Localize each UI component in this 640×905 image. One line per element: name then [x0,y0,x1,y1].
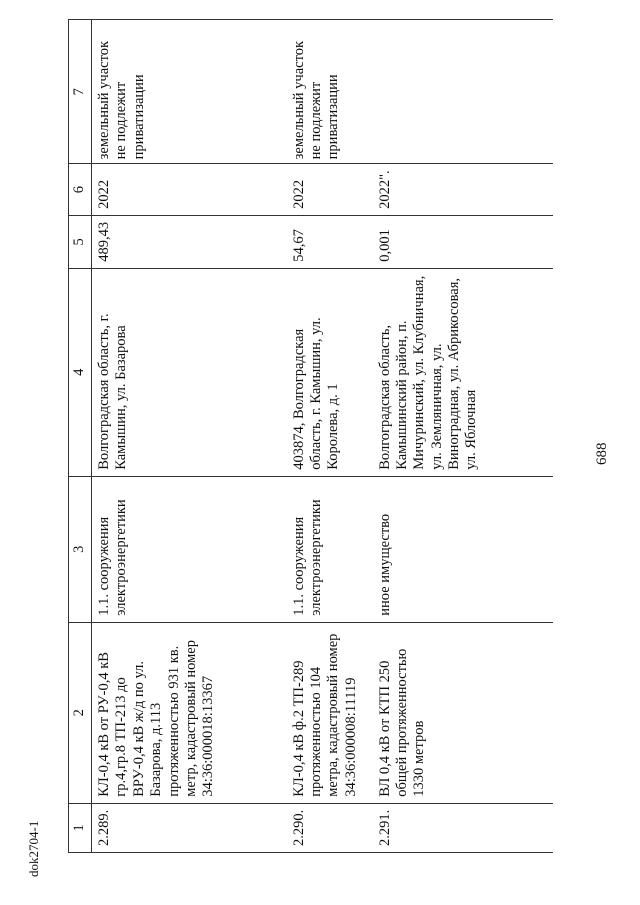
object-name: КЛ-0,4 кВ от РУ-0,4 кВ гр.4,гр.8 ТП-213 до ВРУ-0,4 кВ ж/д по ул. Базарова, д.113 протяженностью 931 кв. метр, кадастровый номер 34:36:000018:13367 [92,622,287,803]
header-cell-2: 2 [69,622,92,803]
object-name: КЛ-0,4 кВ ф.2 ТП-289 протяженностью 104 метра, кадастровый номер 34:36:000008:11119 [287,622,373,803]
row-number: 2.290. [287,803,373,852]
object-address: Волгоградская область, Камышинский район, п. Мичуринский, ул. Клубничная, ул. Земляничная, ул. Виноградная, ул. Абрикосовая, ул. Яблочная [373,268,553,476]
object-type: иное имущество [373,476,553,622]
object-year: 2022 [287,164,373,216]
header-row [69,20,92,853]
table-row [92,20,287,853]
object-address: 403874, Волгоградская область, г. Камышин, ул. Королева, д. 1 [287,268,373,476]
object-value: 54,67 [287,215,373,268]
object-year: 2022 [92,164,287,216]
row-number: 2.291. [373,803,553,852]
row-number: 2.289. [92,803,287,852]
table-row [287,20,373,853]
object-name: ВЛ 0,4 кВ от КТП 250 общей протяженностью 1330 метров [373,622,553,803]
header-cell-7: 7 [69,20,92,164]
header-cell-5: 5 [69,215,92,268]
document-id: dok2704-1 [26,820,41,877]
header-cell-6: 6 [69,164,92,216]
header-cell-1: 1 [69,803,92,852]
object-year: 2022". [373,164,553,216]
header-cell-4: 4 [69,268,92,476]
object-value: 0,001 [373,215,553,268]
object-note [373,20,553,164]
object-note: земельный участок не подлежит приватизации [92,20,287,164]
table-row [373,20,553,853]
object-type: 1.1. сооружения электроэнергетики [92,476,287,622]
header-cell-3: 3 [69,476,92,622]
page-number: 688 [594,442,610,465]
object-note: земельный участок не подлежит приватизации [287,20,373,164]
object-type: 1.1. сооружения электроэнергетики [287,476,373,622]
object-address: Волгоградская область, г. Камышин, ул. Базарова [92,268,287,476]
object-value: 489,43 [92,215,287,268]
property-table [68,19,553,853]
